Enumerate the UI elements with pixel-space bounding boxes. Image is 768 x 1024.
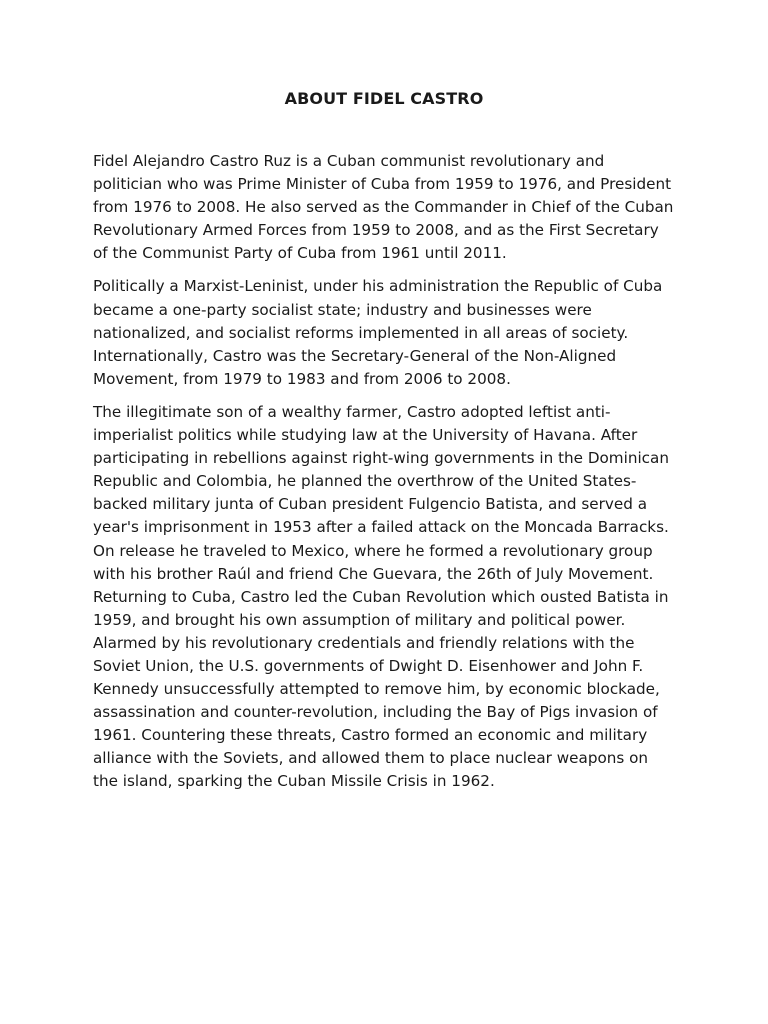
paragraph-biography: The illegitimate son of a wealthy farmer, Castro adopted leftist anti-imperialist politics while studying law at the University of Havana. After participating in rebellions against right-wing governments in the Dominican Republic and Colombia, he planned the overthrow of the United States-backed military junta of Cuban president Fulgencio Batista, and served a year's imprisonment in 1953 after a failed attack on the Moncada Barracks. On release he traveled to Mexico, where he formed a revolutionary group with his brother Raúl and friend Che Guevara, the 26th of July Movement. Returning to Cuba, Castro led the Cuban Revolution which ousted Batista in 1959, and brought his own assumption of military and political power. Alarmed by his revolutionary credentials and friendly relations with the Soviet Union, the U.S. governments of Dwight D. Eisenhower and John F. Kennedy unsuccessfully attempted to remove him, by economic blockade, assassination and counter-revolution, including the Bay of Pigs invasion of 1961. Countering these threats, Castro formed an economic and military alliance with the Soviets, and allowed them to place nuclear weapons on the island, sparking the Cuban Missile Crisis in 1962. <box>93 402 669 791</box>
document-title: ABOUT FIDEL CASTRO <box>284 89 484 108</box>
document-body <box>93 150 677 804</box>
paragraph-intro: Fidel Alejandro Castro Ruz is a Cuban communist revolutionary and politician who was Prime Minister of Cuba from 1959 to 1976, and President from 1976 to 2008. He also served as the Commander in Chief of the Cuban Revolutionary Armed Forces from 1959 to 2008, and as the First Secretary of the Communist Party of Cuba from 1961 until 2011. <box>93 152 674 263</box>
paragraph-politics: Politically a Marxist-Leninist, under his administration the Republic of Cuba became a one-party socialist state; industry and businesses were nationalized, and socialist reforms implemented in all areas of society. Internationally, Castro was the Secretary-General of the Non-Aligned Movement, from 1979 to 1983 and from 2006 to 2008. <box>93 277 663 388</box>
